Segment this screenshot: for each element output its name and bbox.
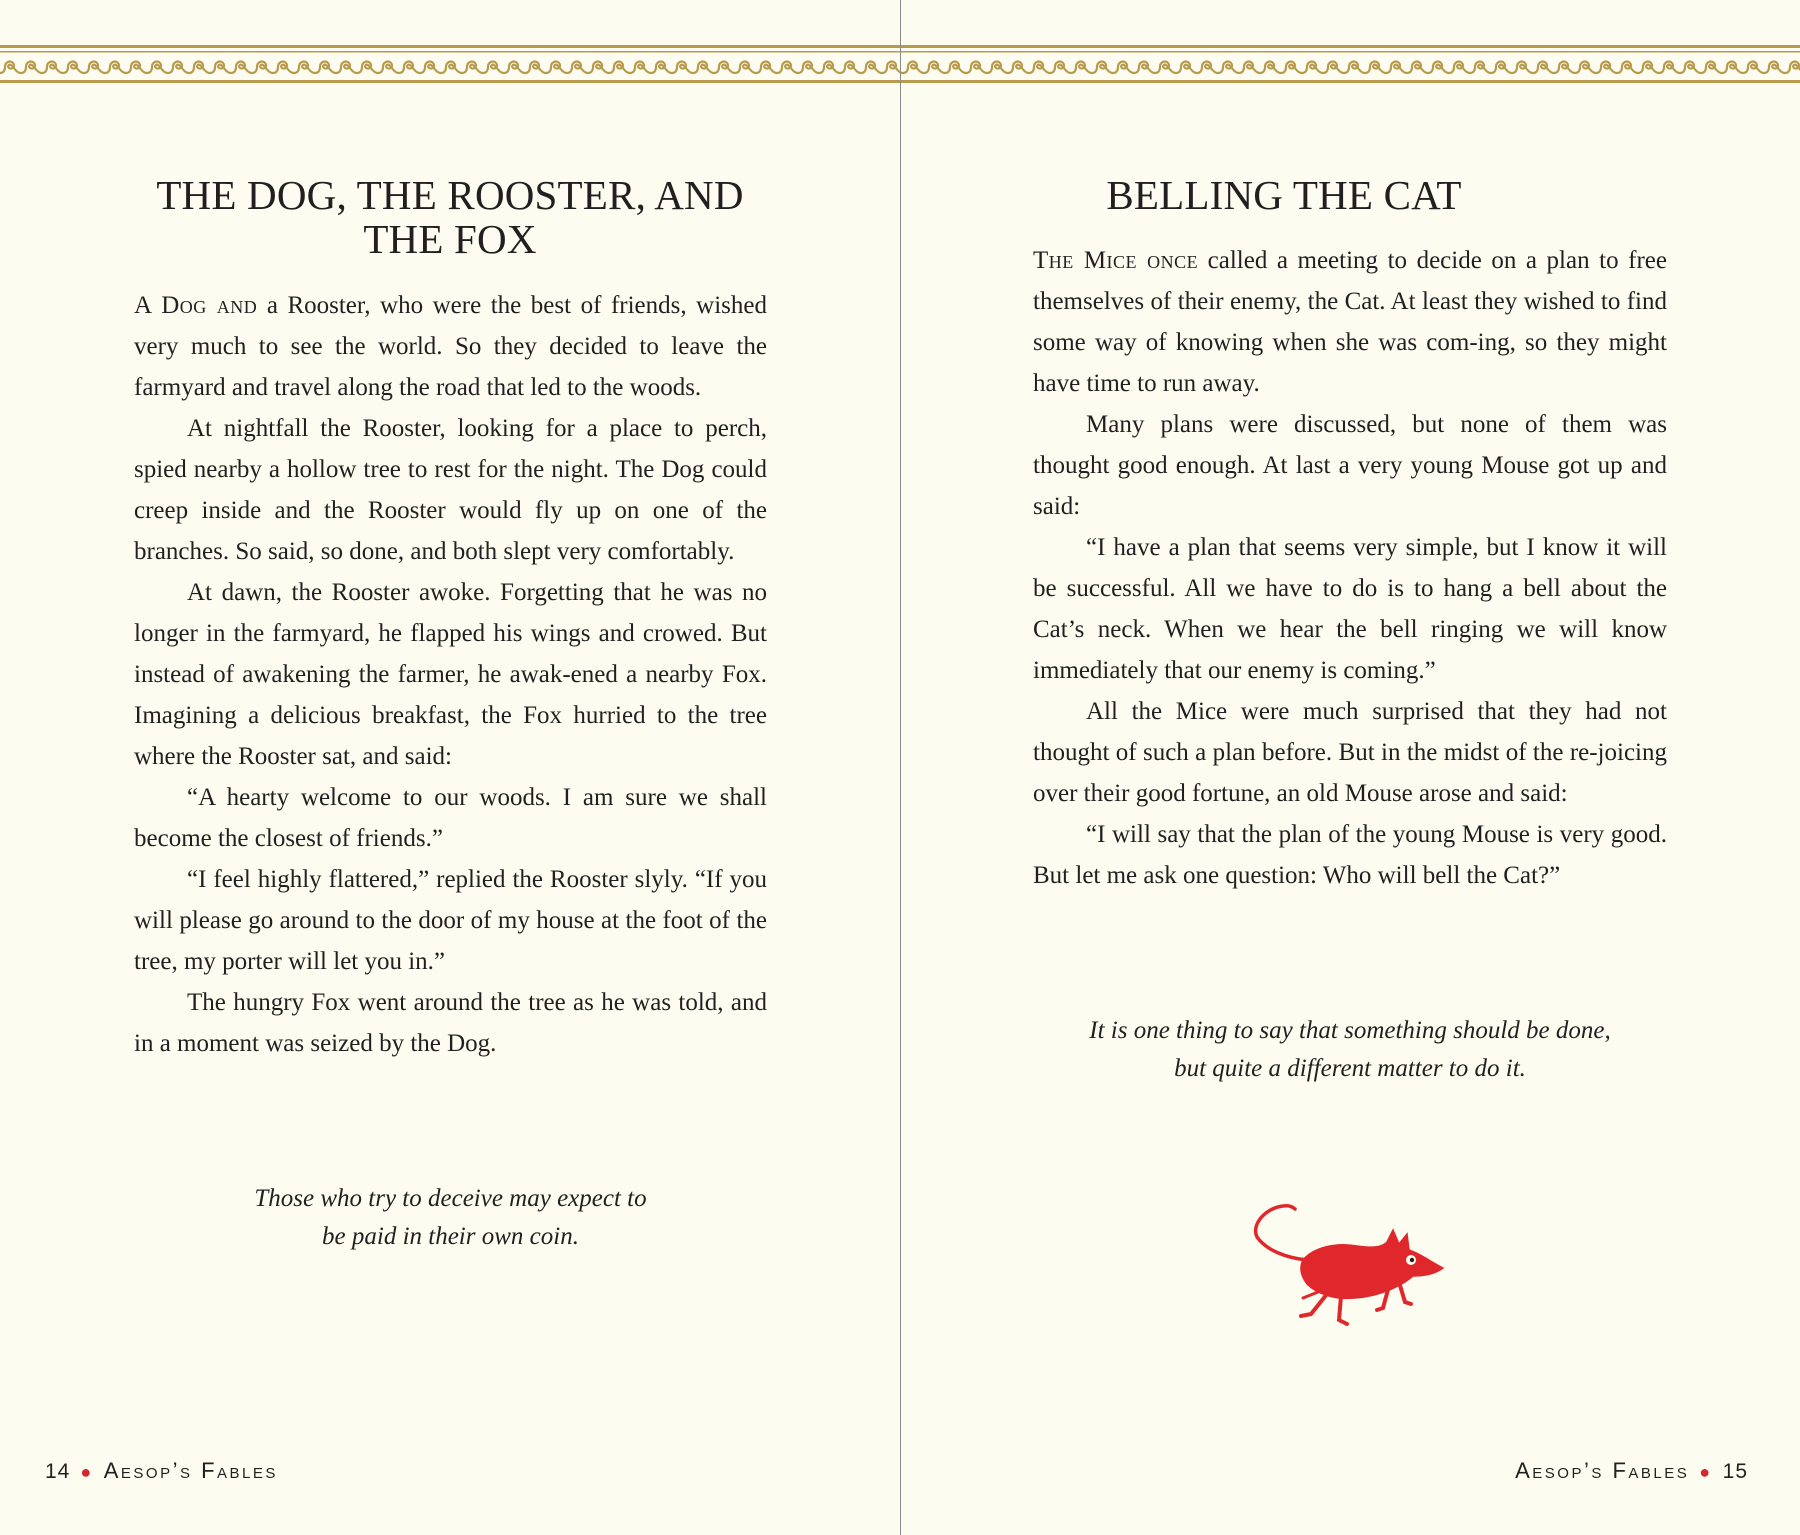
running-title: Aesop’s Fables: [1515, 1458, 1690, 1483]
running-title: Aesop’s Fables: [103, 1458, 278, 1483]
paragraph: “A hearty welcome to our woods. I am sure we shall become the closest of friends.”: [134, 784, 767, 852]
paragraph: “I feel highly flattered,” replied the Rooster slyly. “If you will please go around to the door of my house at the foot of the tree, my porter will let you in.”: [134, 866, 767, 975]
moral-line: but quite a different matter to do it.: [1174, 1055, 1526, 1082]
paragraph: At nightfall the Rooster, looking for a place to perch, spied nearby a hollow tree to rest for the night. The Dog could creep inside and the Rooster would fly up on one of the branches. So said, so done, and both slept very comfortably.: [134, 415, 767, 565]
fable-title: BELLING THE CAT: [1106, 172, 1462, 218]
small-caps-opening: The Mice once: [1033, 247, 1199, 274]
paragraph: Many plans were discussed, but none of them was thought good enough. At last a very young Mouse got up and said:: [1033, 411, 1667, 520]
paragraph: At dawn, the Rooster awoke. Forgetting that he was no longer in the farmyard, he flapped his wings and crowed. But instead of awakening the farmer, he awak-ened a nearby Fox. Imagining a delicious breakfast, the Fox hurried to the tree where the Rooster sat, and said:: [134, 579, 767, 770]
fable-moral: [1033, 1012, 1667, 1088]
paragraph: The hungry Fox went around the tree as he was told, and in a moment was seized by the Dog.: [134, 989, 767, 1057]
right-page: [901, 0, 1800, 1535]
paragraph: “I will say that the plan of the young Mouse is very good. But let me ask one question: Who will bell the Cat?”: [1033, 821, 1667, 889]
page-footer: [45, 1458, 278, 1484]
paragraph: [1033, 240, 1667, 404]
bullet-dot-icon: ●: [80, 1462, 94, 1482]
page-number: 15: [1722, 1460, 1748, 1483]
fable-body: [134, 285, 767, 1064]
paragraph: All the Mice were much surprised that they had not thought of such a plan before. But in the midst of the re-joicing over their good fortune, an old Mouse arose and said:: [1033, 698, 1667, 807]
bullet-dot-icon: ●: [1699, 1462, 1713, 1482]
fable-title: THE DOG, THE ROOSTER, AND THE FOX: [156, 172, 744, 262]
paragraph-text: called a meeting to decide on a plan to free themselves of their enemy, the Cat. At least they wished to find some way of knowing when she was com-ing, so they might have time to run away.: [1033, 247, 1667, 397]
page-footer: [1515, 1458, 1748, 1484]
page-number: 14: [45, 1460, 71, 1483]
red-mouse-illustration-icon: [1231, 1190, 1451, 1340]
fable-body: [1033, 240, 1667, 896]
paragraph: “I have a plan that seems very simple, but I know it will be successful. All we have to do is to hang a bell about the Cat’s neck. When we hear the bell ringing we will know immediately that our enemy is coming.”: [1033, 534, 1667, 684]
moral-line: be paid in their own coin.: [322, 1223, 579, 1250]
moral-line: It is one thing to say that something should be done,: [1089, 1017, 1611, 1044]
paragraph-text: a Rooster, who were the best of friends, wished very much to see the world. So they decided to leave the farmyard and travel along the road that led to the woods.: [134, 292, 767, 401]
fable-moral: [134, 1180, 767, 1256]
small-caps-opening: A Dog and: [134, 292, 258, 319]
paragraph: [134, 285, 767, 408]
moral-line: Those who try to deceive may expect to: [254, 1185, 647, 1212]
